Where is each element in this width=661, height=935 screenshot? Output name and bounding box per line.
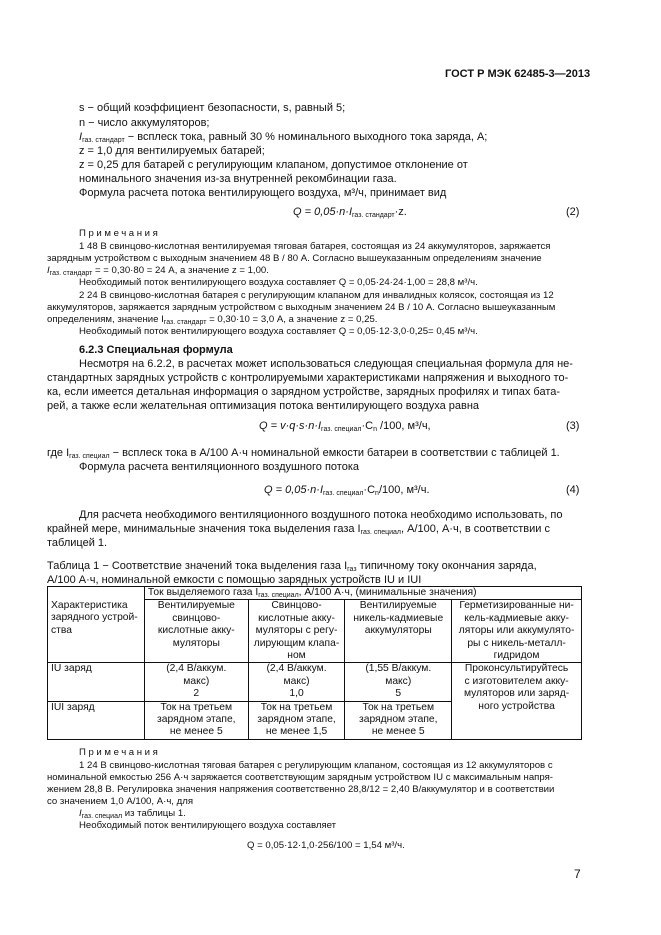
notes-2-line-c: жением 28,8 В. Регулировка значения напряжения соответственно 28,8/12 = 2,40 В/аккумулятор и в соответствии xyxy=(47,784,555,795)
table-header-vented-nicd: Вентилируемые никель-кадмиевые аккумуляторы xyxy=(345,600,452,663)
note-1-line-c: $I_{газ. стандарт}$ = = 0,30·80 = 24 А, а значение z = 1,00. xyxy=(47,265,269,277)
table-corner xyxy=(48,587,145,600)
def-line-1: s − общий коэффициент безопасности, s, равный 5; xyxy=(79,102,346,114)
def-line-6: номинального значения из-за внутренней рекомбинации газа. xyxy=(79,173,397,185)
note-1-line-a: 1 48 В свинцово-кислотная вентилируемая тяговая батарея, состоящая из 24 аккумуляторов, заряжается xyxy=(79,241,551,252)
where-line: где $I_{газ. специал}$ − всплеск тока в А/100 А·ч номинальной емкости батареи в соответствии с таблицей 1. xyxy=(47,447,560,460)
section-title: 6.2.3 Специальная формула xyxy=(79,344,233,356)
table-span-header: Ток выделяемого газа $I_{газ. специал}$, А/100 А·ч, (минимальные значения) xyxy=(144,587,581,600)
table-1 xyxy=(47,586,582,740)
where-line-2: Формула расчета вентиляционного воздушного потока xyxy=(79,461,359,473)
table-caption-line-2: А/100 А·ч, номинальной емкости с помощью зарядных устройств IU и IUI xyxy=(47,574,422,586)
formula-2-number: (2) xyxy=(566,206,580,218)
table-header-characteristic: Характеристика зарядного устрой- ства xyxy=(48,600,145,663)
table-cell-iui-c2: Ток на третьем зарядном этапе, не менее 1,5 xyxy=(248,701,345,739)
table-cell-iui-c1: Ток на третьем зарядном этапе, не менее 5 xyxy=(144,701,248,739)
standard-header: ГОСТ Р МЭК 62485-3—2013 xyxy=(445,68,591,80)
def-line-5: z = 0,25 для батарей с регулирующим клапаном, допустимое отклонение от xyxy=(79,159,468,171)
notes-2-title: Примечания xyxy=(79,747,161,758)
note-2-line-d: Необходимый поток вентилирующего воздуха составляет Q = 0,05·12·3,0·0,25= 0,45 м³/ч. xyxy=(79,326,478,337)
table-header-valve-regulated: Свинцово- кислотные акку- муляторы с регу- лирующим клапа- ном xyxy=(248,600,345,663)
notes-2-line-b: номинальной емкостью 256 А·ч заряжается соответствующим зарядным устройством IU с максимальным напря- xyxy=(47,772,553,783)
notes-2-formula: Q = 0,05·12·1,0·256/100 = 1,54 м³/ч. xyxy=(247,840,405,851)
table-header-sealed-nicd: Герметизированные ни- кель-кадмиевые акку- ляторы или аккумулято- ры с никель-металл- гидридом xyxy=(452,600,582,663)
table-cell-iu-c1: (2,4 В/аккум. макс) 2 xyxy=(144,663,248,701)
section-para-line-3: ка, если имеется детальная информация о зарядном устройстве, зарядных профилях и типах бата- xyxy=(47,386,561,398)
table-cell-iu-c2: (2,4 В/аккум. макс) 1,0 xyxy=(248,663,345,701)
note-2-line-a: 2 24 В свинцово-кислотная батарея с регулирующим клапаном для инвалидных колясок, состоящая из 12 xyxy=(79,290,554,301)
para2-line-b: крайней мере, минимальные значения тока выделения газа $I_{газ. специал}$, А/100, А·ч, в соответствии с xyxy=(47,523,550,536)
formula-4-number: (4) xyxy=(566,484,580,496)
section-para-line-1: Несмотря на 6.2.2, в расчетах может использоваться следующая специальная формула для не- xyxy=(79,358,573,370)
notes-1-title: Примечания xyxy=(79,228,161,239)
table-row-iu-label: IU заряд xyxy=(48,663,145,701)
note-2-line-b: аккумуляторов, заряжается зарядным устройством с выходным значением 24 В / 10 А. Согласно вышеуказанным xyxy=(47,302,556,313)
table-cell-iu-c3: (1,55 В/аккум. макс) 5 xyxy=(345,663,452,701)
def-line-4: z = 1,0 для вентилируемых батарей; xyxy=(79,145,265,157)
para2-line-a: Для расчета необходимого вентиляционного воздушного потока необходимо использовать, по xyxy=(79,509,563,521)
table-header-vented-lead-acid: Вентилируемые свинцово- кислотные акку- муляторы xyxy=(144,600,248,663)
table-cell-merged-consult: Проконсультируйтесь с изготовителем акку- муляторов или заряд- ного устройства xyxy=(452,663,582,739)
table-cell-iui-c3: Ток на третьем зарядном этапе, не менее 5 xyxy=(345,701,452,739)
formula-4: $Q = 0,05\cdot n\cdot I_{газ. специал}\cdot C_n/100$, м³/ч. xyxy=(264,484,430,497)
page-number: 7 xyxy=(574,867,581,881)
def-line-3: $I_{газ. стандарт}$ − всплеск тока, равный 30 % номинального выходного тока заряда, А; xyxy=(79,131,488,144)
notes-2-line-e: $I_{газ. специал}$ из таблицы 1. xyxy=(79,808,186,820)
table-caption: Таблица 1 − Соответствие значений тока выделения газа $I_{газ}$ типичному току окончания заряда, xyxy=(47,560,537,573)
def-line-7: Формула расчета потока вентилирующего воздуха, м³/ч, принимает вид xyxy=(79,187,447,199)
formula-2: $Q = 0,05\cdot n\cdot I_{газ. стандарт}\cdot z$. xyxy=(293,206,407,219)
note-2-line-c: определениям, значение $I_{газ. стандарт} = 0,30\cdot 10 = 3,0$ А, а значение z = 0,25. xyxy=(47,314,378,326)
para2-line-c: таблицей 1. xyxy=(47,537,108,549)
notes-2-line-d: со значением 1,0 А/100, А·ч, для xyxy=(47,796,194,807)
formula-3: $Q = v\cdot q\cdot s\cdot n\cdot I_{газ. специал}\cdot C_n$ /100, м³/ч, xyxy=(259,420,431,433)
formula-3-number: (3) xyxy=(566,420,580,432)
def-line-2: n − число аккумуляторов; xyxy=(79,117,210,129)
note-1-line-d: Необходимый поток вентилирующего воздуха составляет Q = 0,05·24·24·1,00 = 28,8 м³/ч. xyxy=(79,277,478,288)
table-row-iui-label: IUI заряд xyxy=(48,701,145,739)
notes-2-line-f: Необходимый поток вентилирующего воздуха составляет xyxy=(79,820,337,831)
note-1-line-b: зарядным устройством с выходным значением 48 В / 80 А. Согласно вышеуказанным определениям значение xyxy=(47,253,542,264)
section-para-line-2: стандартных зарядных устройств с контролируемыми характеристиками напряжения и выходного то- xyxy=(47,372,569,384)
section-para-line-4: рей, а также если желательная оптимизация потока вентилирующего воздуха равна xyxy=(47,400,480,412)
notes-2-line-a: 1 24 В свинцово-кислотная тяговая батарея с регулирующим клапаном, состоящая из 12 аккумуляторов с xyxy=(79,760,553,771)
